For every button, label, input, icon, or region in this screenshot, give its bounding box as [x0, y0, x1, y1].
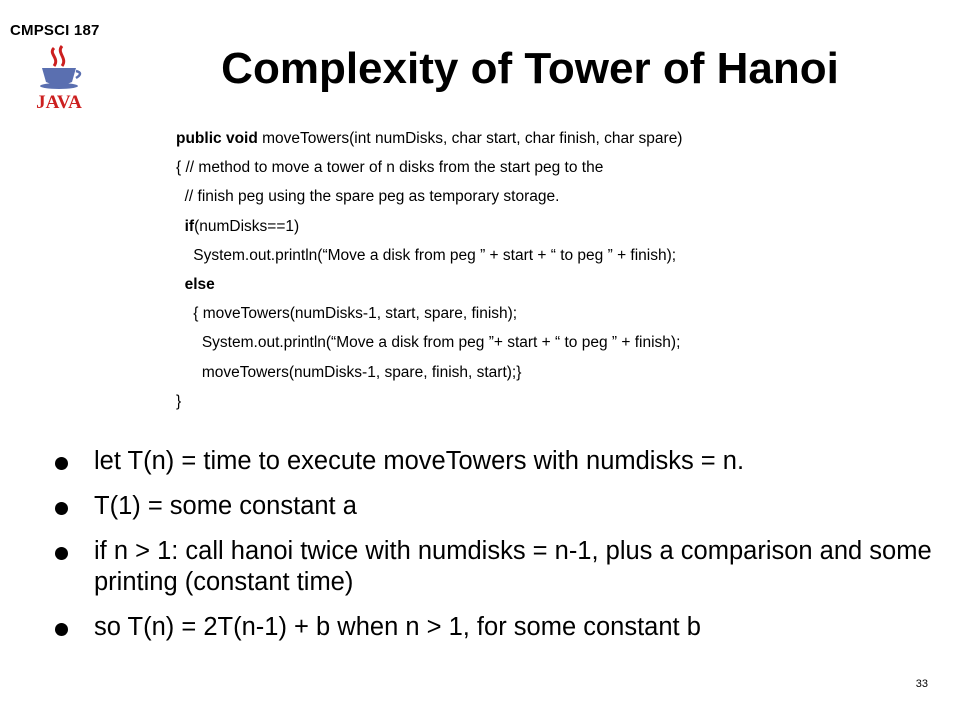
code-indent: [176, 247, 193, 264]
code-text: moveTowers(int numDisks, char start, char finish, char spare): [257, 130, 683, 147]
code-indent: [176, 364, 202, 381]
code-keyword: else: [184, 276, 215, 294]
code-line: [176, 182, 682, 211]
code-line: [176, 153, 682, 182]
code-indent: [176, 188, 185, 205]
code-line: [176, 328, 682, 357]
bullet-dot-icon: [55, 502, 68, 515]
code-line: [176, 270, 682, 299]
bullet-list: [52, 446, 932, 657]
code-indent: [176, 218, 185, 235]
bullet-dot-icon: [55, 547, 68, 560]
code-text: System.out.println(“Move a disk from peg ” + start + “ to peg ” + finish);: [193, 246, 677, 264]
code-text: { // method to move a tower of n disks from the start peg to the: [176, 159, 604, 177]
code-text: moveTowers(numDisks-1, spare, finish, start);}: [201, 363, 522, 381]
code-keyword: if: [184, 217, 195, 235]
bullet-text: if n > 1: call hanoi twice with numdisks = n-1, plus a comparison and some printing (constant time): [94, 537, 932, 596]
slide-title: Complexity of Tower of Hanoi: [221, 44, 839, 93]
bullet-item: [52, 446, 932, 477]
code-line: [176, 358, 682, 387]
code-indent: [176, 276, 185, 293]
page-number: 33: [915, 678, 928, 690]
code-line: [176, 299, 682, 328]
code-text: // finish peg using the spare peg as temporary storage.: [184, 188, 560, 206]
code-block: [176, 124, 682, 416]
code-indent: [176, 305, 193, 322]
bullet-item: [52, 491, 932, 522]
code-line: [176, 124, 682, 153]
code-line: [176, 241, 682, 270]
bullet-dot-icon: [55, 457, 68, 470]
code-keyword: public void: [176, 130, 258, 147]
code-text: { moveTowers(numDisks-1, start, spare, finish);: [193, 305, 518, 323]
code-line: [176, 212, 682, 241]
course-label: CMPSCI 187: [10, 22, 100, 39]
code-text: }: [176, 392, 182, 410]
code-text: System.out.println(“Move a disk from peg ”+ start + “ to peg ” + finish);: [201, 334, 681, 352]
bullet-item: [52, 612, 932, 643]
java-logo-text: JAVA: [36, 92, 82, 113]
code-indent: [176, 334, 202, 351]
bullet-text: let T(n) = time to execute moveTowers with numdisks = n.: [94, 447, 745, 475]
bullet-item: [52, 536, 932, 598]
bullet-text: so T(n) = 2T(n-1) + b when n > 1, for some constant b: [94, 613, 701, 641]
code-line: [176, 387, 682, 416]
bullet-text: T(1) = some constant a: [94, 492, 357, 520]
bullet-dot-icon: [55, 623, 68, 636]
code-text: (numDisks==1): [194, 217, 300, 235]
